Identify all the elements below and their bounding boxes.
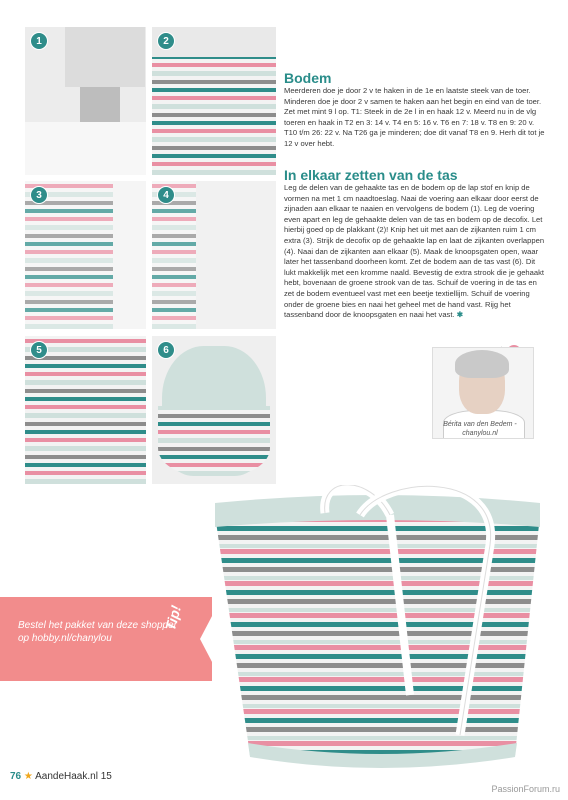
section-bodem xyxy=(284,70,549,150)
end-mark-icon: ✱ xyxy=(456,310,464,320)
star-icon: ★ xyxy=(23,771,33,782)
section-body-text: Leg de delen van de gehaakte tas en de bodem op de lap stof en knip de vormen na met 1 cm naadtoeslag. Naai de voering aan elkaar door eerst de zijnaden aan elkaar te naaien en vervolgens de bodem (1). Leg de voering even apart en leg de gehaakte delen van de tas en bodem op de decofix. Let hierbij goed op de plakkant (2)! Knip het uit met aan de zijkanten ruim 1 cm extra (3). Strijk de decofix op de gehaakte lap en laat de zijkanten overlappen (4). Naai dan de zijkanten aan elkaar (5). Maak de knoopsgaten open, waar later het tassenband doorheen komt. Zet de bodem aan de tas vast (6). Dit lukt makkelijk met een kromme naald. Bevestig de extra strook die je gehaakt hebt, bovenaan de groene strook van de tas. Schuif de voering in de tas en zet de bodem eventueel vast met een beetje textiellijm. Schuif de voering onder de groene bies en naai het geheel met de hand vast. Rijg het tassenband door de knoopsgaten en naai het vast. xyxy=(284,183,545,320)
author-name: Bérita van den Bedem - xyxy=(443,421,517,428)
photo-6-bag-bottom xyxy=(152,336,276,484)
section-assembly xyxy=(284,167,549,321)
section-body xyxy=(284,183,549,321)
banner-notch xyxy=(200,597,222,681)
issue-number: 15 xyxy=(100,771,112,782)
page-footer xyxy=(10,771,112,782)
tip-label: Tip! xyxy=(162,603,185,633)
magazine-name: AandeHaak.nl xyxy=(35,771,98,782)
photo-2-stripes xyxy=(152,27,276,175)
photo-4-decofix xyxy=(152,181,276,329)
photo-number-badge: 4 xyxy=(158,187,174,203)
author-site: chanylou.nl xyxy=(462,430,498,437)
page-number: 76 xyxy=(10,771,22,782)
section-body: Meerderen doe je door 2 v te haken in de 1e en laatste steek van de toer. Minderen doe je door 2 v samen te haken aan het begin en eind van de toer. Zet met mint 9 l op. T1: Steek in de 2e l in en haak 12 v. Meerd nu in de vlg toeren en haak in T2 en 3: 14 v. T4 en 5: 16 v. T6 en 7: 18 v. T8 en 9: 20 v. T10 t/m 26: 22 v. Na T26 ga je minderen; doe dit vanaf T8 en 9. Herh dit tot je 12 v over hebt. xyxy=(284,86,545,148)
photo-number-badge: 6 xyxy=(158,342,174,358)
section-title: In elkaar zetten van de tas xyxy=(284,167,458,183)
author-caption xyxy=(430,420,530,438)
photo-number-badge: 3 xyxy=(31,187,47,203)
photo-1-sewing-machine xyxy=(25,27,146,175)
section-title: Bodem xyxy=(284,70,332,86)
crochet-bag-photo xyxy=(210,485,545,775)
watermark: PassionForum.ru xyxy=(491,784,560,794)
photo-5-seams xyxy=(25,336,146,484)
banner-text: Bestel het pakket van deze shopper op hobby.nl/chanylou xyxy=(18,620,177,644)
photo-number-badge: 2 xyxy=(158,33,174,49)
photo-number-badge: 1 xyxy=(31,33,47,49)
photo-number-badge: 5 xyxy=(31,342,47,358)
photo-3-stripes xyxy=(25,181,146,329)
